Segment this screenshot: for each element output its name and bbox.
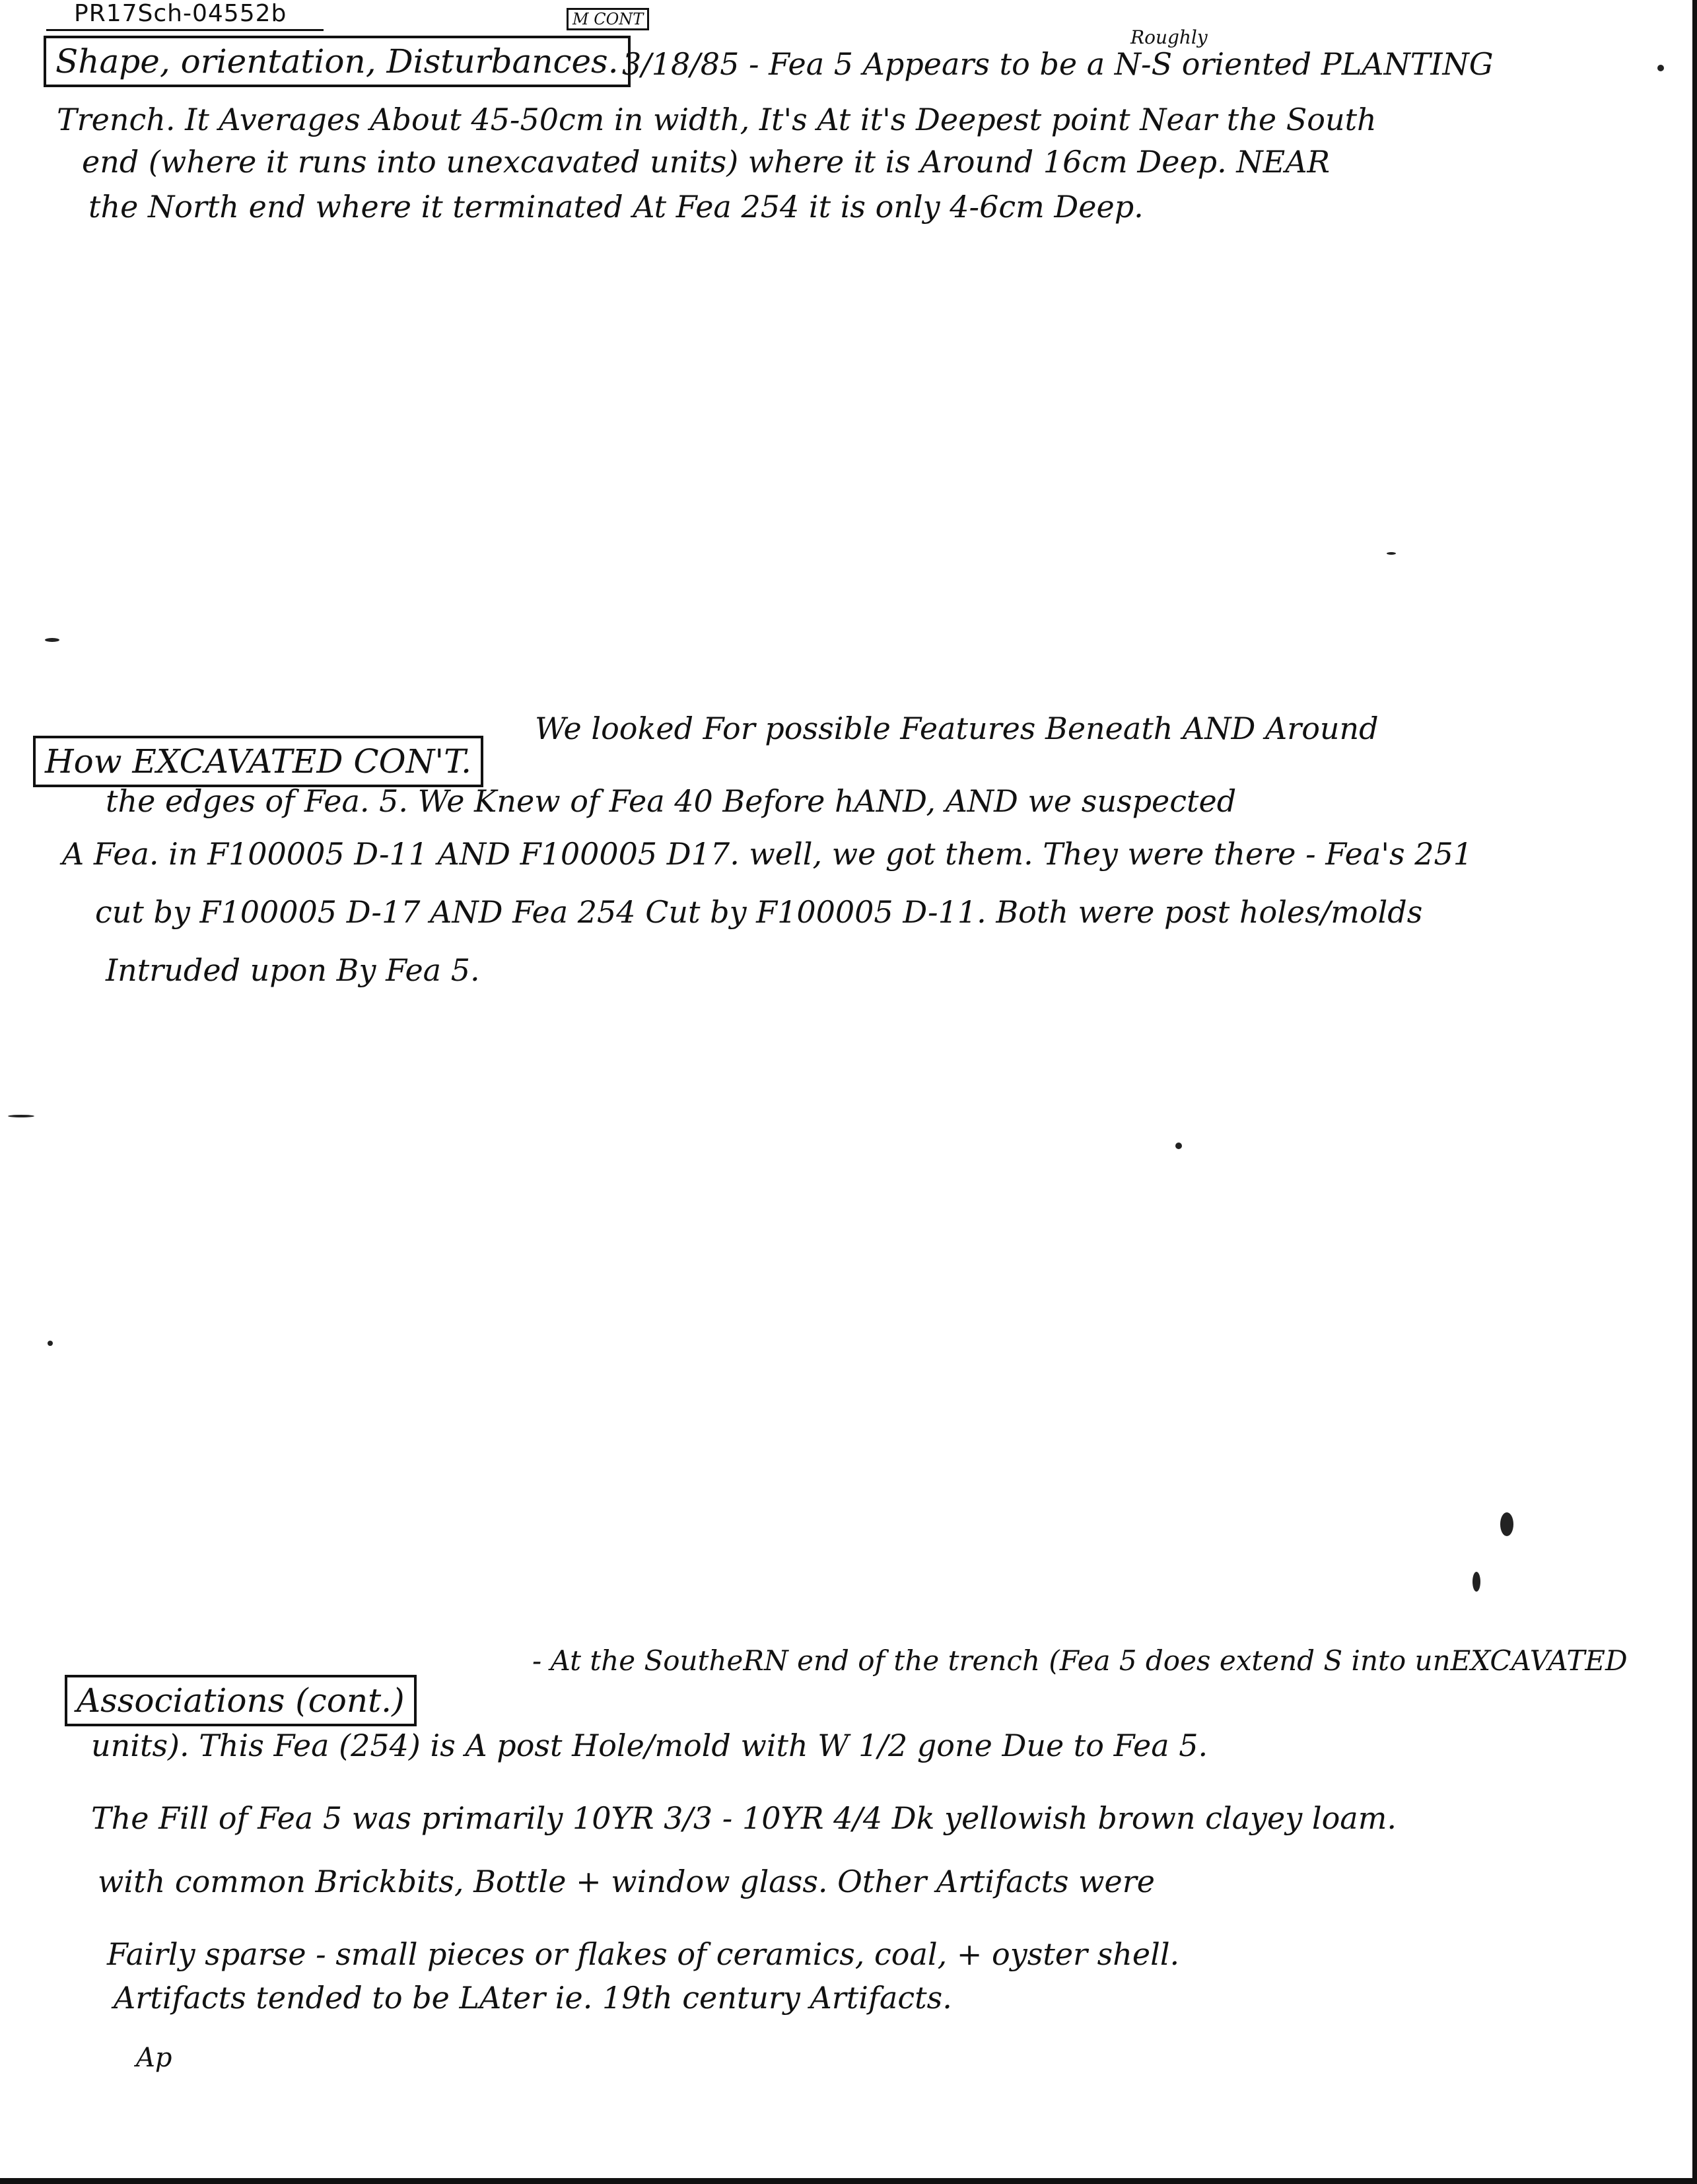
scan-border-bottom bbox=[0, 2178, 1697, 2184]
scan-speck bbox=[8, 1115, 34, 1117]
section2-line-1: We looked For possible Features Beneath AND Around bbox=[535, 711, 1379, 746]
scan-speck bbox=[1387, 552, 1396, 555]
scan-speck bbox=[1657, 65, 1664, 71]
scan-speck bbox=[48, 1341, 53, 1346]
scan-speck bbox=[1175, 1143, 1182, 1149]
section3-line-3: The Fill of Fea 5 was primarily 10YR 3/3 - 10YR 4/4 Dk yellowish brown clayey loam. bbox=[91, 1800, 1397, 1836]
section1-line-3: end (where it runs into unexcavated units) where it is Around 16cm Deep. NEAR bbox=[82, 144, 1331, 180]
section1-line-1: 3/18/85 - Fea 5 Appears to be a N-S oriented PLANTING bbox=[622, 46, 1494, 82]
scan-speck bbox=[45, 638, 59, 642]
section3-initials: Ap bbox=[136, 2043, 172, 2073]
section3-line-6: Artifacts tended to be LAter ie. 19th century Artifacts. bbox=[114, 1980, 952, 2016]
section1-label: Shape, orientation, Disturbances. bbox=[44, 36, 631, 87]
section1-line-4: the North end where it terminated At Fea 254 it is only 4-6cm Deep. bbox=[88, 189, 1144, 225]
scan-speck bbox=[1500, 1512, 1513, 1536]
section1-line-2: Trench. It Averages About 45-50cm in width, It's At it's Deepest point Near the South bbox=[57, 102, 1377, 137]
section2-line-4: cut by F100005 D-17 AND Fea 254 Cut by F100005 D-11. Both were post holes/molds bbox=[95, 894, 1423, 930]
section2-line-5: Intruded upon By Fea 5. bbox=[106, 952, 480, 988]
section3-line-1: - At the SoutheRN end of the trench (Fea 5 does extend S into unEXCAVATED bbox=[532, 1644, 1628, 1677]
scan-speck bbox=[1472, 1572, 1480, 1592]
section2-label: How EXCAVATED CON'T. bbox=[33, 736, 483, 787]
section3-line-5: Fairly sparse - small pieces or flakes of ceramics, coal, + oyster shell. bbox=[107, 1936, 1180, 1972]
scan-border-right bbox=[1692, 0, 1697, 2184]
section1-cont-prefix: M bbox=[572, 10, 589, 28]
section3-line-2: units). This Fea (254) is A post Hole/mold with W 1/2 gone Due to Fea 5. bbox=[91, 1728, 1208, 1763]
document-id: PR17Sch-04552b bbox=[74, 0, 287, 27]
section3-label: Associations (cont.) bbox=[65, 1675, 417, 1726]
section3-line-4: with common Brickbits, Bottle + window glass. Other Artifacts were bbox=[98, 1864, 1155, 1899]
section1-cont-text: CONT bbox=[594, 10, 644, 28]
document-id-underline bbox=[46, 29, 324, 31]
section2-line-2: the edges of Fea. 5. We Knew of Fea 40 Before hAND, AND we suspected bbox=[106, 783, 1237, 819]
section1-cont-note bbox=[567, 8, 649, 30]
section2-line-3: A Fea. in F100005 D-11 AND F100005 D17. well, we got them. They were there - Fea's 251 bbox=[62, 836, 1472, 872]
section1-roughly-note: Roughly bbox=[1130, 26, 1208, 48]
